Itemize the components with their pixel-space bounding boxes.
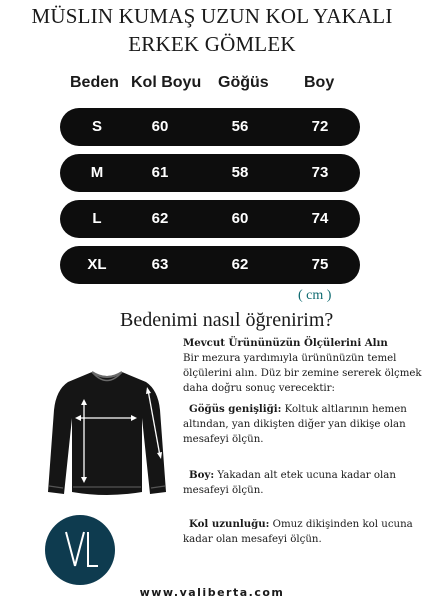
intro-body: Bir mezura yardımıyla ürününüzün temel ölçülerini alın. Düz bir zemine sererek ölçmek daha doğru sonuç verecektir: [183, 353, 422, 394]
header-size: Beden [70, 74, 119, 91]
size-row-m [60, 154, 360, 192]
guide-intro [183, 336, 423, 396]
cell-sleeve: 62 [151, 210, 169, 227]
guide-length [183, 468, 423, 498]
cell-sleeve: 63 [151, 256, 169, 273]
cell-length: 75 [311, 256, 329, 273]
header-length: Boy [304, 74, 335, 91]
guide-question: Bedenimi nasıl öğrenirim? [120, 309, 334, 331]
cell-chest: 62 [231, 256, 249, 273]
brand-logo [44, 514, 116, 586]
cell-length: 74 [311, 210, 329, 227]
cell-sleeve: 61 [151, 164, 169, 181]
length-label: Boy: [189, 469, 215, 481]
length-text: Yakadan alt etek ucuna kadar olan mesafeyi ölçün. [183, 470, 396, 496]
guide-sleeve [183, 517, 423, 547]
header-sleeve: Kol Boyu [131, 74, 202, 91]
chest-text: Koltuk altlarının hemen altından, yan dikişten diğer yan dikişe olan mesafeyi ölçün. [183, 404, 407, 445]
size-row-s [60, 108, 360, 146]
cell-length: 73 [311, 164, 329, 181]
chest-label: Göğüs genişliği: [189, 403, 282, 415]
guide-chest [183, 402, 423, 447]
cell-size: M [90, 164, 104, 181]
website-link[interactable]: www.valiberta.com [139, 586, 285, 599]
cell-size: S [91, 118, 102, 135]
unit-label: ( cm ) [298, 288, 332, 303]
header-chest: Göğüs [218, 74, 269, 91]
sleeve-text: Omuz dikişinden kol ucuna kadar olan mesafeyi ölçün. [183, 519, 413, 545]
cell-chest: 58 [231, 164, 249, 181]
product-title-line1: MÜSLIN KUMAŞ UZUN KOL YAKALI [31, 4, 393, 28]
cell-size: XL [87, 256, 107, 273]
size-row-l [60, 200, 360, 238]
size-row-xl [60, 246, 360, 284]
svg-text:VL: VL [80, 583, 82, 584]
product-title-line2: ERKEK GÖMLEK [128, 32, 296, 56]
intro-heading: Mevcut Ürününüzün Ölçülerini Alın [183, 337, 388, 349]
cell-size: L [92, 210, 102, 227]
sweatshirt-diagram-icon [42, 362, 172, 502]
cell-sleeve: 60 [151, 118, 169, 135]
cell-chest: 56 [231, 118, 249, 135]
sleeve-label: Kol uzunluğu: [189, 518, 270, 530]
cell-length: 72 [311, 118, 329, 135]
cell-chest: 60 [231, 210, 249, 227]
